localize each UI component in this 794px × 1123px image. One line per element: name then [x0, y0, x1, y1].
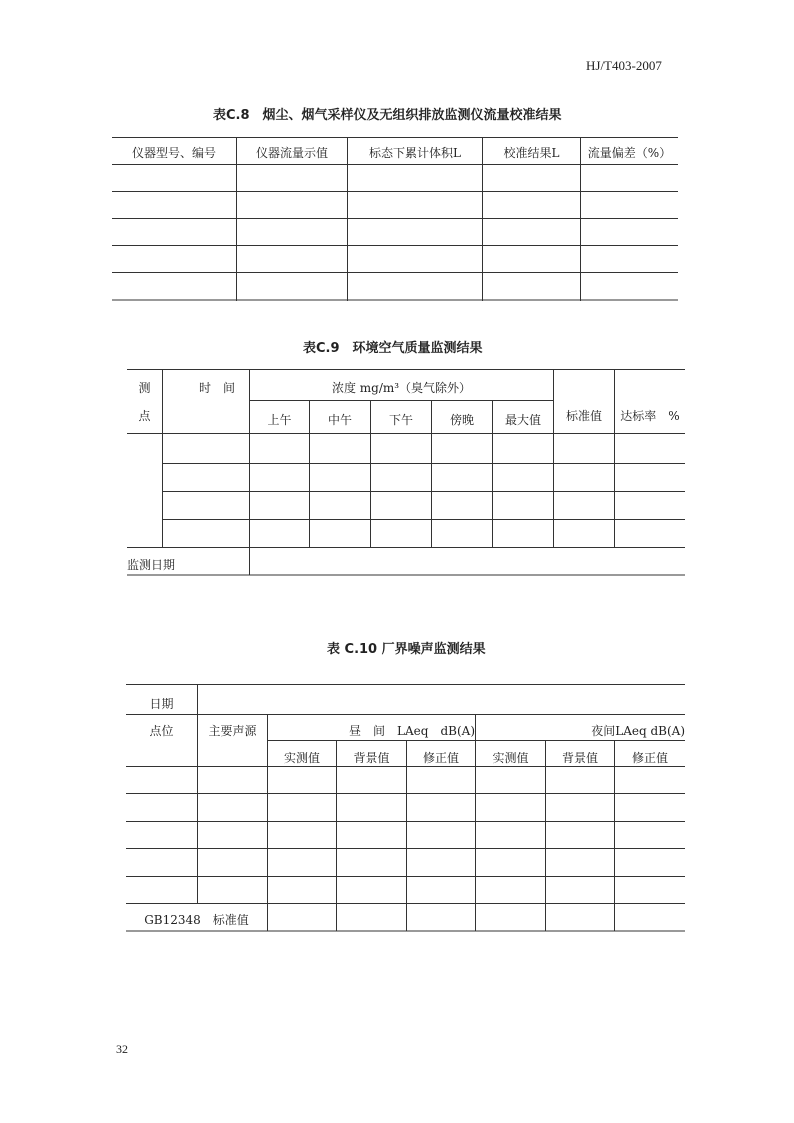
c9-header-evening: 傍晚: [449, 413, 474, 427]
table-c10-caption: 表 C.10 厂界噪声监测结果: [327, 642, 486, 657]
c9-header-maximum: 最大值: [504, 413, 541, 427]
c8-header-flow-reading: 仪器流量示值: [255, 146, 328, 160]
c10-header-night-measured: 实测值: [492, 751, 529, 765]
c10-header-night-corrected: 修正值: [631, 751, 668, 765]
c8-header-calibration: 校准结果L: [503, 146, 560, 160]
c10-header-day-measured: 实测值: [283, 751, 320, 765]
table-c9-rules: [127, 369, 685, 576]
c9-header-morning: 上午: [267, 413, 292, 427]
table-c10: [126, 684, 685, 932]
table-c8: [112, 137, 678, 301]
page-number: 32: [116, 1042, 128, 1056]
c10-footer-standard-label: GB12348 标准值: [144, 913, 249, 927]
c8-header-instrument: 仪器型号、编号: [131, 146, 216, 160]
c9-header-point-2: 点: [138, 409, 151, 423]
c10-header-source: 主要声源: [208, 724, 257, 738]
c10-header-nighttime: 夜间LAeq dB(A): [591, 724, 685, 738]
c9-header-noon: 中午: [327, 413, 352, 427]
table-c9: [127, 369, 685, 576]
c10-header-day-background: 背景值: [353, 751, 390, 765]
table-c9-caption: 表C.9 环境空气质量监测结果: [303, 341, 483, 356]
c9-header-standard: 标准值: [565, 409, 602, 423]
c9-header-compliance-rate: 达标率 %: [620, 409, 680, 423]
c9-header-concentration: 浓度 mg/m³（臭气除外）: [331, 381, 472, 395]
c9-footer-date-label: 监测日期: [127, 558, 176, 572]
table-c8-caption: 表C.8 烟尘、烟气采样仪及无组织排放监测仪流量校准结果: [213, 108, 562, 123]
c9-header-time: 时 间: [198, 381, 235, 395]
c10-date-label: 日期: [149, 697, 174, 711]
c8-header-volume: 标态下累计体积L: [369, 146, 461, 160]
standard-code: HJ/T403-2007: [586, 58, 662, 73]
c9-header-point-1: 测: [138, 381, 151, 395]
c10-header-point: 点位: [149, 724, 174, 738]
c10-header-daytime: 昼 间 LAeq dB(A): [349, 724, 475, 738]
c10-header-night-background: 背景值: [561, 751, 598, 765]
c9-header-afternoon: 下午: [388, 413, 413, 427]
c8-header-deviation: 流量偏差（%）: [587, 146, 672, 160]
c10-header-day-corrected: 修正值: [422, 751, 459, 765]
